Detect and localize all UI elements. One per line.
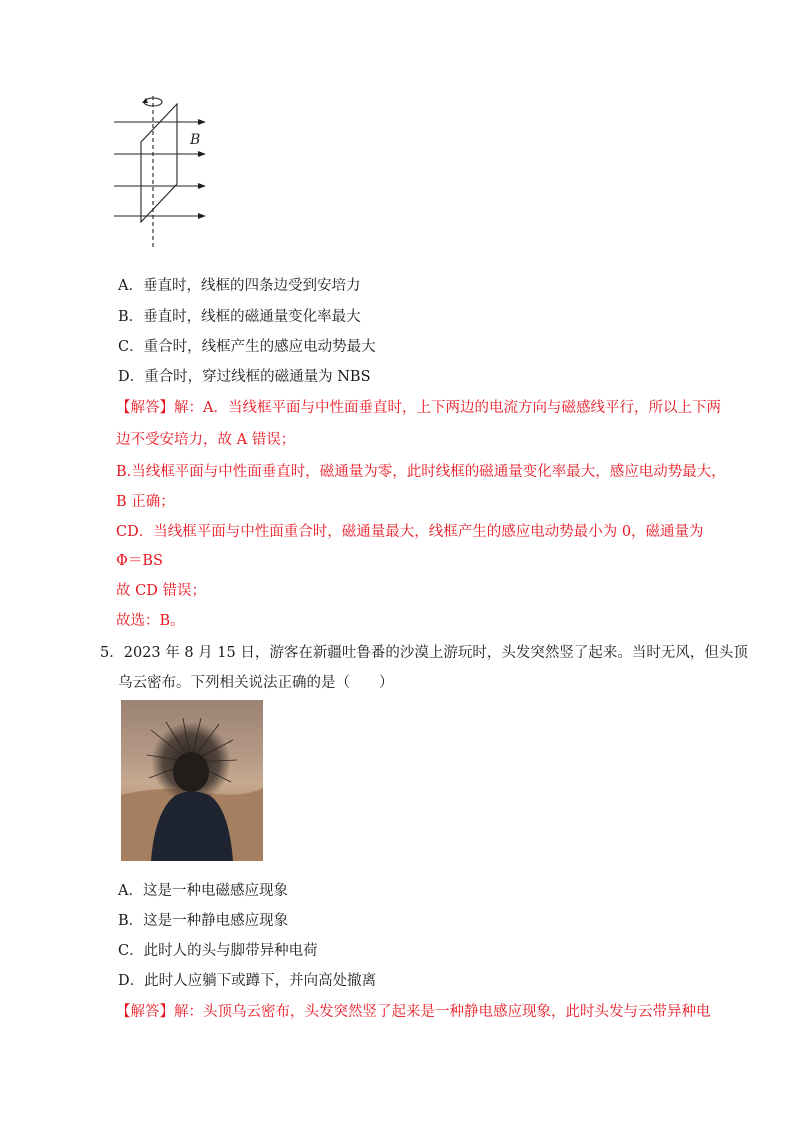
q4-answer-line-6: Φ＝BS xyxy=(116,553,163,569)
q4-option-b: B．垂直时，线框的磁通量变化率最大 xyxy=(118,309,361,325)
field-arrowheads xyxy=(142,98,206,219)
q4-answer-line-4: B 正确； xyxy=(116,494,175,510)
rotating-coil-diagram xyxy=(110,92,220,252)
q5-option-b: B．这是一种静电感应现象 xyxy=(118,913,289,929)
hair-standing-photo xyxy=(121,700,263,861)
q5-option-d: D．此时人应躺下或蹲下，并向高处撤离 xyxy=(118,973,377,989)
q4-answer-line-2: 边不受安培力，故 A 错误； xyxy=(116,432,296,448)
q5-option-a: A．这是一种电磁感应现象 xyxy=(118,883,288,899)
q4-answer-line-1: 【解答】解：A．当线框平面与中性面垂直时，上下两边的电流方向与磁感线平行，所以上下两 xyxy=(116,400,721,416)
answer-tag: 【解答】 xyxy=(116,1004,174,1020)
q4-answer-line-3: B.当线框平面与中性面垂直时，磁通量为零，此时线框的磁通量变化率最大，感应电动势最大， xyxy=(116,464,726,480)
field-label: B xyxy=(190,132,201,148)
q5-answer-line-1: 【解答】解：头顶乌云密布，头发突然竖了起来是一种静电感应现象，此时头发与云带异种电 xyxy=(116,1004,711,1020)
q4-option-c: C．重合时，线框产生的感应电动势最大 xyxy=(118,339,376,355)
q4-answer-line-5: CD．当线框平面与中性面重合时，磁通量最大，线框产生的感应电动势最小为 0，磁通量为 xyxy=(116,524,704,540)
answer-tag: 【解答】 xyxy=(116,400,174,416)
q5-stem-line-1: 5．2023 年 8 月 15 日，游客在新疆吐鲁番的沙漠上游玩时，头发突然竖了起来。当时无风，但头顶 xyxy=(100,645,748,661)
q4-answer-line-8: 故选：B。 xyxy=(116,613,185,629)
q4-option-d: D．重合时，穿过线框的磁通量为 NBS xyxy=(118,369,371,385)
q4-option-a: A．垂直时，线框的四条边受到安培力 xyxy=(118,278,361,294)
q4-answer-line-7: 故 CD 错误； xyxy=(116,583,206,599)
q5-stem-line-2: 乌云密布。下列相关说法正确的是（ ） xyxy=(118,675,394,691)
q5-option-c: C．此时人的头与脚带异种电荷 xyxy=(118,943,318,959)
